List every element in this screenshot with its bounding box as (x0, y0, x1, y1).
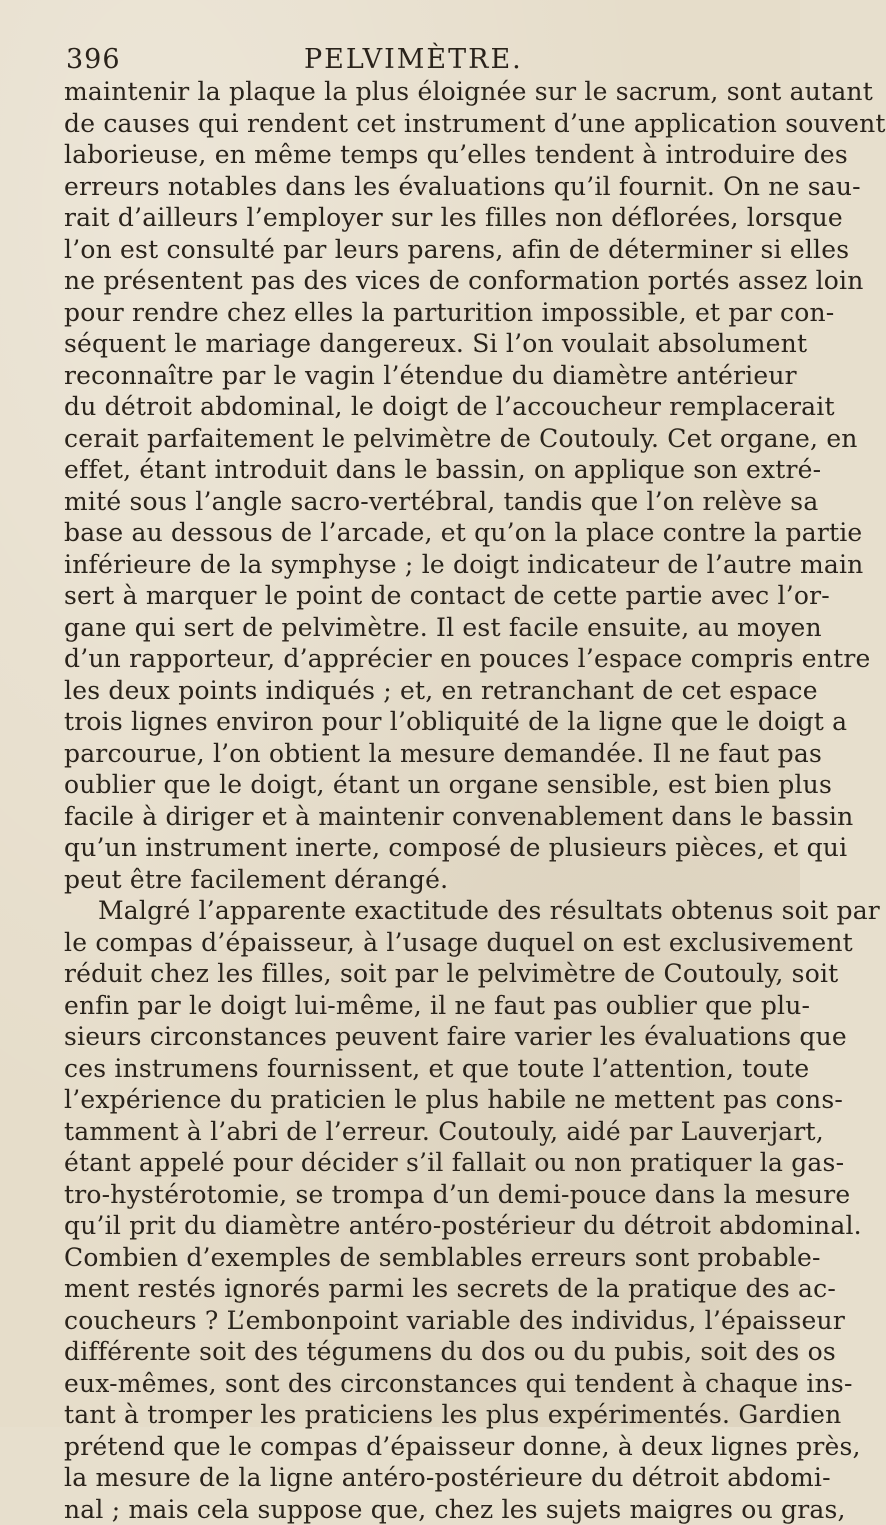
text-line: ne présentent pas des vices de conformation portés assez loin (64, 265, 736, 297)
text-line: parcourue, l’on obtient la mesure demandée. Il ne faut pas (64, 738, 736, 770)
text-line: ces instrumens fournissent, et que toute l’attention, toute (64, 1053, 736, 1085)
text-line: tant à tromper les praticiens les plus expérimentés. Gardien (64, 1399, 736, 1431)
text-line: pour rendre chez elles la parturition impossible, et par con- (64, 297, 736, 329)
text-line: séquent le mariage dangereux. Si l’on voulait absolument (64, 328, 736, 360)
text-line: qu’il prit du diamètre antéro-postérieur du détroit abdominal. (64, 1210, 736, 1242)
text-line: laborieuse, en même temps qu’elles tendent à introduire des (64, 139, 736, 171)
text-line: l’expérience du praticien le plus habile ne mettent pas cons- (64, 1084, 736, 1116)
text-line: maintenir la plaque la plus éloignée sur le sacrum, sont autant (64, 76, 736, 108)
text-line: rait d’ailleurs l’employer sur les filles non déflorées, lorsque (64, 202, 736, 234)
running-title: PELVIMÈTRE. (304, 44, 523, 75)
paragraph-first-line: Malgré l’apparente exactitude des résultats obtenus soit par (64, 895, 736, 927)
text-line: sieurs circonstances peuvent faire varier les évaluations que (64, 1021, 736, 1053)
text-line: d’un rapporteur, d’apprécier en pouces l’espace compris entre (64, 643, 736, 675)
text-line: facile à diriger et à maintenir convenablement dans le bassin (64, 801, 736, 833)
text-line: trois lignes environ pour l’obliquité de la ligne que le doigt a (64, 706, 736, 738)
text-line: reconnaître par le vagin l’étendue du diamètre antérieur (64, 360, 736, 392)
text-line: enfin par le doigt lui-même, il ne faut pas oublier que plu- (64, 990, 736, 1022)
text-line: oublier que le doigt, étant un organe sensible, est bien plus (64, 769, 736, 801)
text-line: qu’un instrument inerte, composé de plusieurs pièces, et qui (64, 832, 736, 864)
text-line: étant appelé pour décider s’il fallait ou non pratiquer la gas- (64, 1147, 736, 1179)
paragraph-end-line: peut être facilement dérangé. (64, 864, 736, 896)
text-line: les deux points indiqués ; et, en retranchant de cet espace (64, 675, 736, 707)
text-line: la mesure de la ligne antéro-postérieure du détroit abdomi- (64, 1462, 736, 1494)
text-line: tro-hystérotomie, se trompa d’un demi-pouce dans la mesure (64, 1179, 736, 1211)
page-number: 396 (66, 44, 121, 75)
text-line: nal ; mais cela suppose que, chez les sujets maigres ou gras, (64, 1494, 736, 1525)
text-line: base au dessous de l’arcade, et qu’on la place contre la partie (64, 517, 736, 549)
text-line: ment restés ignorés parmi les secrets de la pratique des ac- (64, 1273, 736, 1305)
text-line: effet, étant introduit dans le bassin, on applique son extré- (64, 454, 736, 486)
text-line: du détroit abdominal, le doigt de l’accoucheur remplacerait (64, 391, 736, 423)
text-line: de causes qui rendent cet instrument d’une application souvent (64, 108, 736, 140)
text-line: Combien d’exemples de semblables erreurs sont probable- (64, 1242, 736, 1274)
text-line: prétend que le compas d’épaisseur donne, à deux lignes près, (64, 1431, 736, 1463)
text-line: inférieure de la symphyse ; le doigt indicateur de l’autre main (64, 549, 736, 581)
text-line: cerait parfaitement le pelvimètre de Coutouly. Cet organe, en (64, 423, 736, 455)
text-line: coucheurs ? L’embonpoint variable des individus, l’épaisseur (64, 1305, 736, 1337)
body-text (64, 76, 736, 1525)
text-line: l’on est consulté par leurs parens, afin de déterminer si elles (64, 234, 736, 266)
text-line: le compas d’épaisseur, à l’usage duquel on est exclusivement (64, 927, 736, 959)
text-line: erreurs notables dans les évaluations qu’il fournit. On ne sau- (64, 171, 736, 203)
text-line: eux-mêmes, sont des circonstances qui tendent à chaque ins- (64, 1368, 736, 1400)
text-line: mité sous l’angle sacro-vertébral, tandis que l’on relève sa (64, 486, 736, 518)
text-line: gane qui sert de pelvimètre. Il est facile ensuite, au moyen (64, 612, 736, 644)
text-line: tamment à l’abri de l’erreur. Coutouly, aidé par Lauverjart, (64, 1116, 736, 1148)
text-line: sert à marquer le point de contact de cette partie avec l’or- (64, 580, 736, 612)
text-line: réduit chez les filles, soit par le pelvimètre de Coutouly, soit (64, 958, 736, 990)
text-line: différente soit des tégumens du dos ou du pubis, soit des os (64, 1336, 736, 1368)
